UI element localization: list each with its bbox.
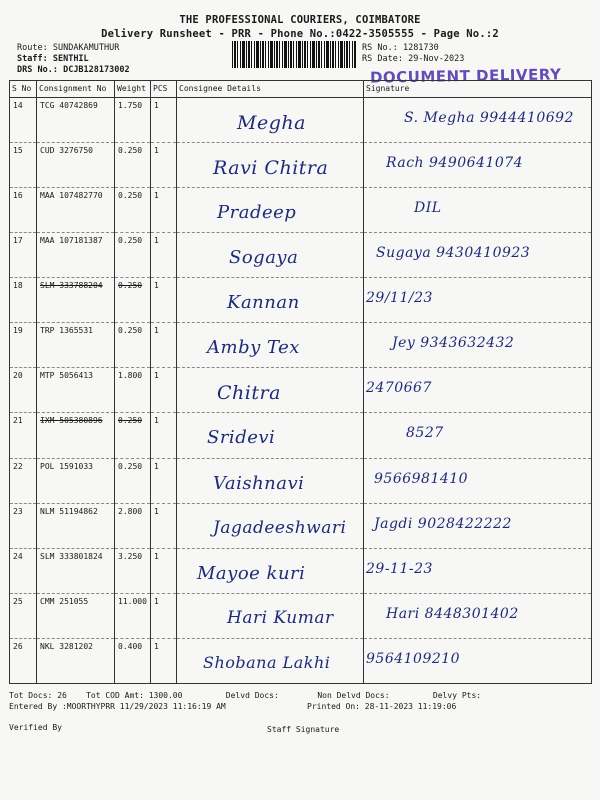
verified-by-label: Verified By xyxy=(9,723,62,732)
row-sno: 20 xyxy=(13,371,23,381)
row-sno: 23 xyxy=(13,506,23,516)
row-consignee xyxy=(177,98,364,143)
row-signature xyxy=(364,323,592,368)
table-row xyxy=(10,98,592,143)
barcode xyxy=(232,41,356,68)
company-title: THE PROFESSIONAL COURIERS, COIMBATORE xyxy=(179,14,421,26)
col-signature: Signature xyxy=(364,81,592,98)
consignee-handwritten-name: Sogaya xyxy=(229,247,299,269)
row-pcs: 1 xyxy=(154,641,159,651)
table-row xyxy=(10,188,592,233)
table-row xyxy=(10,278,592,323)
rs-no-value: 1281730 xyxy=(402,43,439,53)
drs-value: DCJB128173002 xyxy=(63,65,130,75)
drs-line: DRS No.: DCJB128173002 xyxy=(17,65,130,75)
consignee-handwritten-name: Kannan xyxy=(227,292,300,314)
row-consignee xyxy=(177,143,364,188)
row-sno: 15 xyxy=(13,146,23,156)
table-row xyxy=(10,143,592,188)
row-sno: 16 xyxy=(13,191,23,201)
consignee-handwritten-name: Amby Tex xyxy=(207,337,300,359)
row-weight: 0.250 xyxy=(118,326,143,336)
row-consignment-no: MAA 107181387 xyxy=(40,236,103,246)
handwritten-signature: Hari 8448301402 xyxy=(386,605,519,622)
row-consignee xyxy=(177,413,364,458)
table-row xyxy=(10,548,592,593)
row-signature xyxy=(364,503,592,548)
staff-line: Staff: SENTHIL xyxy=(17,54,89,64)
handwritten-signature: DIL xyxy=(414,200,442,217)
col-consignee: Consignee Details xyxy=(177,81,364,98)
row-signature xyxy=(364,458,592,503)
totals-line: Tot Docs: 26 Tot COD Amt: 1300.00 Delvd Docs: Non Delvd Docs: Delvy Pts: xyxy=(9,691,482,700)
table-row xyxy=(10,593,592,638)
row-signature xyxy=(364,368,592,413)
row-consignee xyxy=(177,188,364,233)
row-consignee xyxy=(177,233,364,278)
table-row xyxy=(10,413,592,458)
rs-date-line: RS Date: 29-Nov-2023 xyxy=(362,54,465,64)
handwritten-signature: S. Megha 9944410692 xyxy=(404,110,574,126)
col-pcs: PCS xyxy=(151,81,177,98)
row-consignment-no: CMM 251055 xyxy=(40,596,89,606)
row-pcs: 1 xyxy=(154,416,159,426)
table-row xyxy=(10,638,592,683)
handwritten-signature: 9564109210 xyxy=(366,650,461,667)
row-sno: 19 xyxy=(13,326,23,336)
handwritten-signature: Jey 9343632432 xyxy=(392,335,515,352)
entered-by: Entered By :MOORTHYPRR 11/29/2023 11:16:19 AM xyxy=(9,702,226,711)
row-consignee xyxy=(177,458,364,503)
handwritten-signature: 29-11-23 xyxy=(366,560,433,577)
row-pcs: 1 xyxy=(154,326,159,336)
row-signature xyxy=(364,98,592,143)
staff-signature-label: Staff Signature xyxy=(267,725,340,734)
handwritten-signature: Sugaya 9430410923 xyxy=(376,245,531,262)
row-consignment-no: MTP 5056413 xyxy=(40,371,93,381)
row-pcs: 1 xyxy=(154,191,159,201)
row-sno: 21 xyxy=(13,416,23,426)
row-consignee xyxy=(177,638,364,683)
row-pcs: 1 xyxy=(154,506,159,516)
row-consignee xyxy=(177,593,364,638)
row-consignment-no: IXM 505380896 xyxy=(40,416,103,426)
row-signature xyxy=(364,143,592,188)
row-weight: 0.400 xyxy=(118,641,143,651)
handwritten-signature: 9566981410 xyxy=(374,470,469,487)
row-consignment-no: CUD 3276750 xyxy=(40,146,93,156)
rs-date-value: 29-Nov-2023 xyxy=(408,54,465,64)
row-consignee xyxy=(177,278,364,323)
row-weight: 1.750 xyxy=(118,101,143,110)
row-sno: 24 xyxy=(13,551,23,561)
row-weight: 2.800 xyxy=(118,506,143,516)
row-consignment-no: TCG 40742869 xyxy=(40,101,98,110)
row-weight: 0.250 xyxy=(118,416,143,426)
document-delivery-stamp: DOCUMENT DELIVERY xyxy=(369,65,562,87)
consignee-handwritten-name: Vaishnavi xyxy=(213,472,305,494)
row-weight: 11.000 xyxy=(118,596,147,606)
consignee-handwritten-name: Ravi Chitra xyxy=(213,157,329,180)
row-sno: 17 xyxy=(13,236,23,246)
row-consignment-no: POL 1591033 xyxy=(40,461,93,471)
col-sno: S No xyxy=(10,81,37,98)
consignee-handwritten-name: Mayoe kuri xyxy=(197,562,306,584)
col-weight: Weight xyxy=(115,81,151,98)
handwritten-signature: Jagdi 9028422222 xyxy=(374,515,512,532)
handwritten-signature: 2470667 xyxy=(366,380,432,397)
consignee-handwritten-name: Hari Kumar xyxy=(227,607,334,628)
consignee-handwritten-name: Pradeep xyxy=(217,202,297,224)
row-sno: 26 xyxy=(13,641,23,651)
row-signature xyxy=(364,233,592,278)
handwritten-signature: 8527 xyxy=(406,425,444,442)
row-pcs: 1 xyxy=(154,551,159,561)
route-line: Route: SUNDAKAMUTHUR xyxy=(17,43,120,53)
row-pcs: 1 xyxy=(154,101,159,110)
row-signature xyxy=(364,413,592,458)
row-pcs: 1 xyxy=(154,281,159,291)
rs-no-line: RS No.: 1281730 xyxy=(362,43,439,53)
row-consignment-no: NKL 3281202 xyxy=(40,641,93,651)
route-value: SUNDAKAMUTHUR xyxy=(52,43,120,53)
tot-docs-value: 26 xyxy=(57,691,67,700)
table-row xyxy=(10,233,592,278)
consignee-handwritten-name: Shobana Lakhi xyxy=(203,652,331,672)
row-weight: 0.250 xyxy=(118,146,143,156)
row-pcs: 1 xyxy=(154,596,159,606)
row-weight: 1.800 xyxy=(118,371,143,381)
table-row xyxy=(10,368,592,413)
row-consignee xyxy=(177,503,364,548)
table-header-row xyxy=(10,81,592,98)
row-sno: 22 xyxy=(13,461,23,471)
row-signature xyxy=(364,188,592,233)
row-weight: 0.250 xyxy=(118,281,143,291)
row-signature xyxy=(364,593,592,638)
handwritten-signature: 29/11/23 xyxy=(366,290,433,307)
row-consignee xyxy=(177,368,364,413)
row-consignment-no: SLM 333788204 xyxy=(40,281,103,291)
row-weight: 0.250 xyxy=(118,236,143,246)
consignee-handwritten-name: Jagadeeshwari xyxy=(213,517,347,538)
row-pcs: 1 xyxy=(154,146,159,156)
col-consignment: Consignment No xyxy=(37,81,115,98)
staff-value: SENTHIL xyxy=(52,54,89,64)
row-sno: 14 xyxy=(13,101,23,110)
printed-on: Printed On: 28-11-2023 11:19:06 xyxy=(307,702,457,711)
row-consignee xyxy=(177,548,364,593)
row-consignment-no: SLM 333801824 xyxy=(40,551,103,561)
row-consignment-no: TRP 1365531 xyxy=(40,326,93,336)
row-sno: 18 xyxy=(13,281,23,291)
table-row xyxy=(10,503,592,548)
row-consignee xyxy=(177,323,364,368)
tot-cod-value: 1300.00 xyxy=(148,691,183,700)
consignee-handwritten-name: Sridevi xyxy=(207,427,276,449)
delivery-table xyxy=(9,80,592,684)
row-sno: 25 xyxy=(13,596,23,606)
table-row xyxy=(10,458,592,503)
row-signature xyxy=(364,638,592,683)
row-signature xyxy=(364,548,592,593)
row-pcs: 1 xyxy=(154,236,159,246)
runsheet-subtitle: Delivery Runsheet - PRR - Phone No.:0422-3505555 - Page No.:2 xyxy=(101,28,499,40)
row-pcs: 1 xyxy=(154,371,159,381)
row-consignment-no: MAA 107482770 xyxy=(40,191,103,201)
handwritten-signature: Rach 9490641074 xyxy=(386,155,524,172)
row-consignment-no: NLM 51194862 xyxy=(40,506,98,516)
table-row xyxy=(10,323,592,368)
consignee-handwritten-name: Chitra xyxy=(217,382,281,405)
consignee-handwritten-name: Megha xyxy=(237,112,306,134)
row-weight: 0.250 xyxy=(118,191,143,201)
row-signature xyxy=(364,278,592,323)
row-weight: 3.250 xyxy=(118,551,143,561)
row-pcs: 1 xyxy=(154,461,159,471)
row-weight: 0.250 xyxy=(118,461,143,471)
